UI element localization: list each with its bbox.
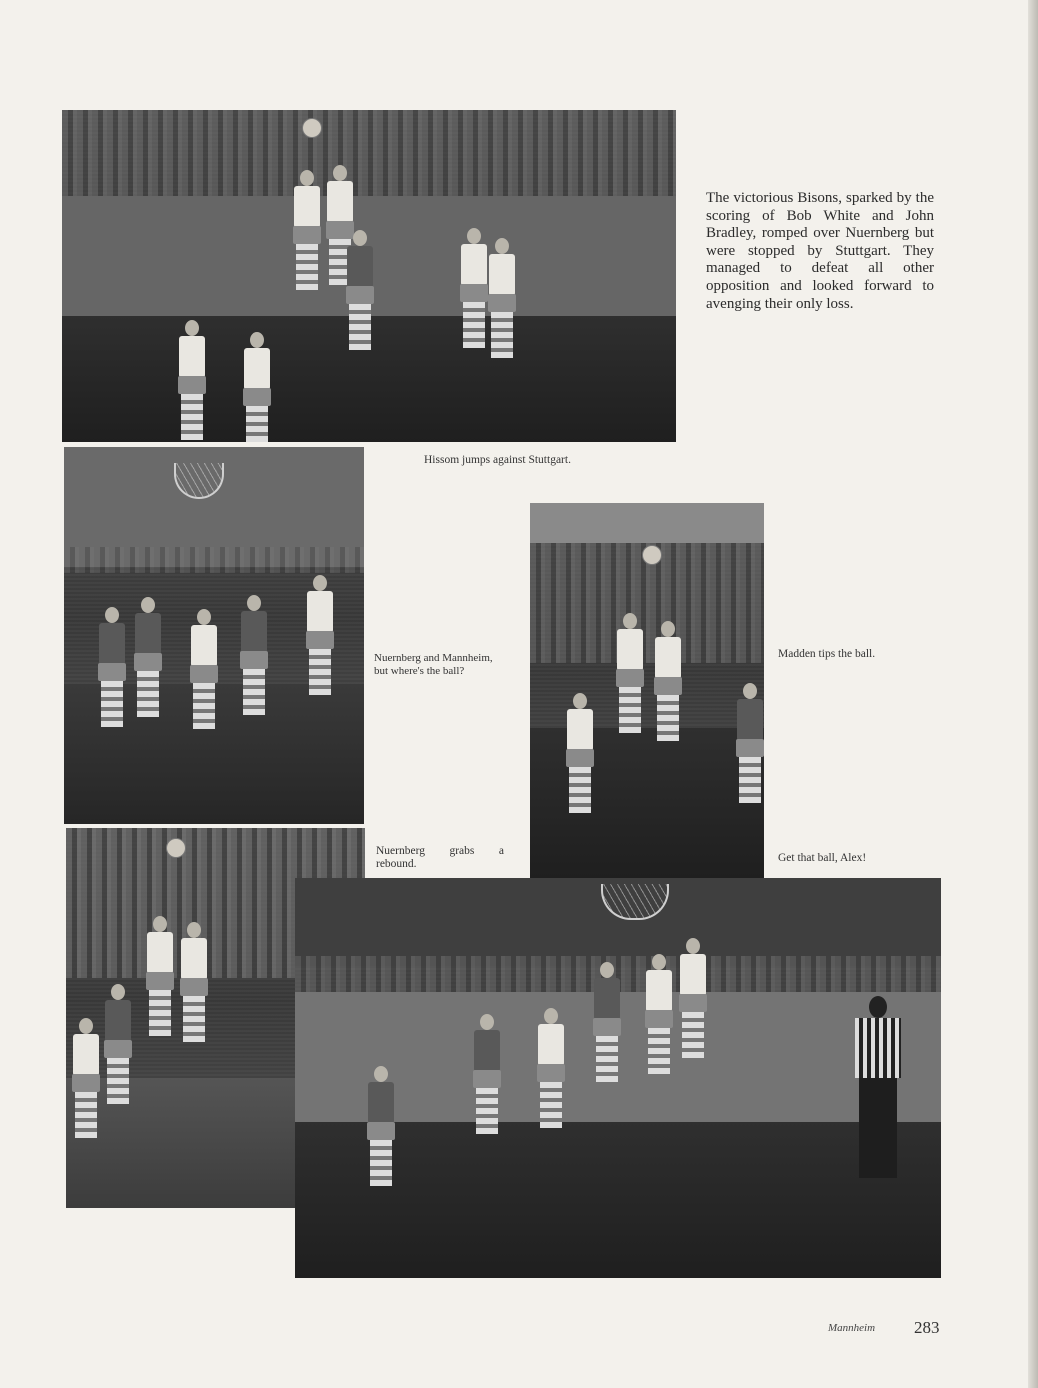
article-body: The victorious Bisons, sparked by the scoring of Bob White and John Bradley, romped over Nuernberg but were stopped by Stuttgart. They managed to defeat all other opposition and looked forward to avenging their only loss. bbox=[706, 190, 934, 312]
photo-get-ball-alex bbox=[295, 878, 941, 1278]
caption-madden: Madden tips the ball. bbox=[778, 648, 876, 660]
caption-nuernberg-rebound: Nuernberg grabs a rebound. bbox=[376, 845, 504, 870]
page-number: 283 bbox=[914, 1318, 940, 1337]
page-edge bbox=[1028, 0, 1038, 1388]
footer-section-name: Mannheim bbox=[828, 1322, 876, 1334]
photo-madden-tip bbox=[530, 503, 764, 878]
caption-nuernberg-mannheim: Nuernberg and Mannheim, but where's the ball? bbox=[374, 652, 493, 677]
photo-nuernberg-mannheim bbox=[64, 447, 364, 824]
photo-hissom-jump bbox=[62, 110, 676, 442]
caption-alex: Get that ball, Alex! bbox=[778, 852, 867, 864]
caption-hissom: Hissom jumps against Stuttgart. bbox=[424, 454, 571, 466]
